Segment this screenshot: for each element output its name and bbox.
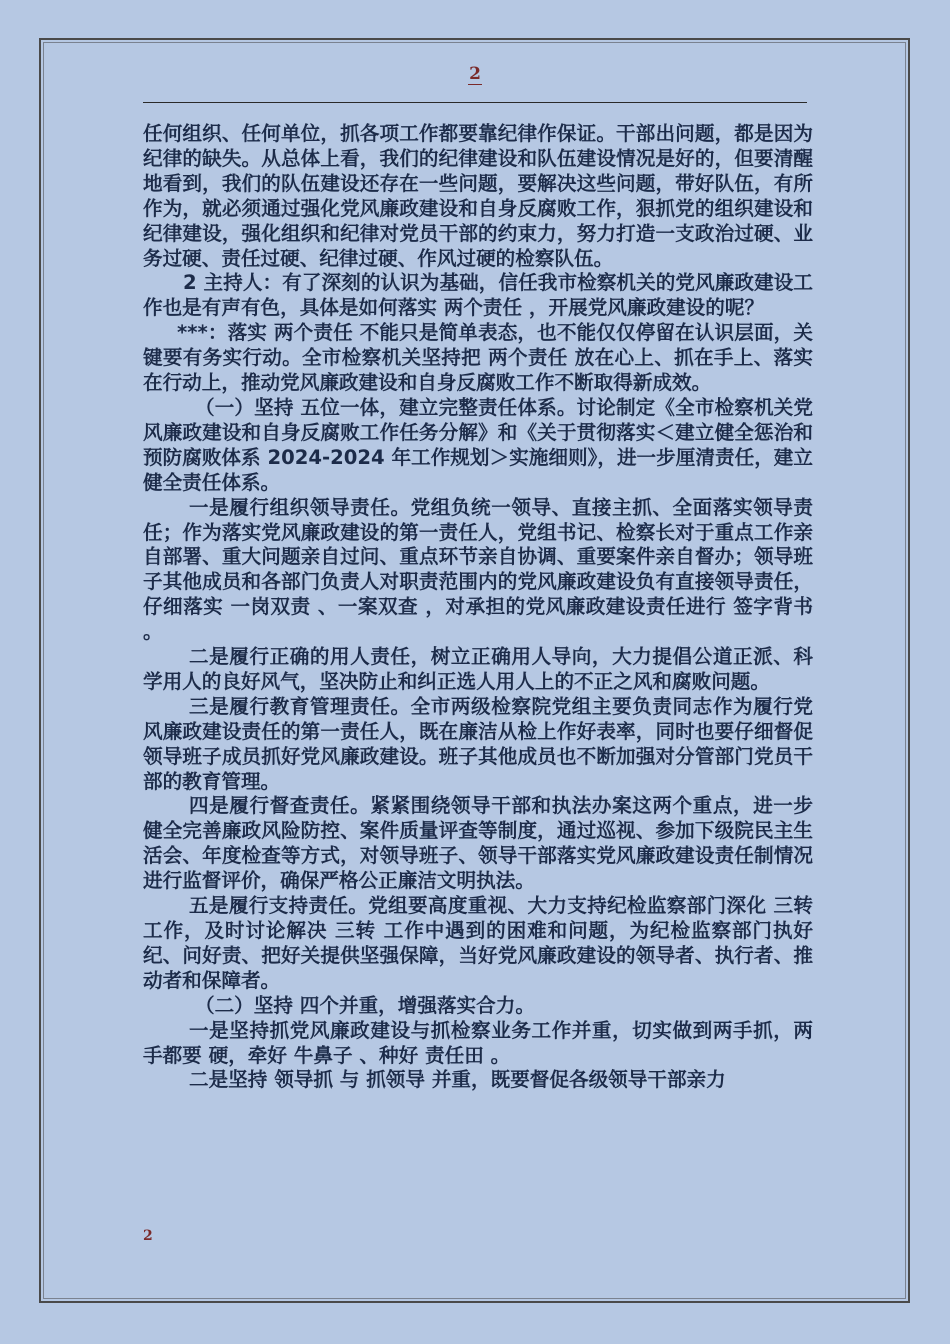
paragraph-2: 2 主持人：有了深刻的认识为基础，信任我市检察机关的党风廉政建设工作也是有声有色，具体是如何落实 两个责任 ，开展党风廉政建设的呢？ [143, 271, 813, 320]
paragraph-7: 三是履行教育管理责任。全市两级检察院党组主要负责同志作为履行党风廉政建设责任的第一责任人，既在廉洁从检上作好表率，同时也要仔细督促领导班子成员抓好党风廉政建设。班子其他成员也不断加强对分管部门党员干部的教育管理。 [143, 694, 813, 793]
header-divider [143, 102, 807, 103]
paragraph-3: ***：落实 两个责任 不能只是简单表态，也不能仅仅停留在认识层面，关键要有务实行动。全市检察机关坚持把 两个责任 放在心上、抓在手上、落实在行动上，推动党风廉政建设和自身反腐败工作不断取得新成效。 [143, 321, 813, 395]
paragraph-8: 四是履行督查责任。紧紧围绕领导干部和执法办案这两个重点，进一步健全完善廉政风险防控、案件质量评查等制度，通过巡视、参加下级院民主生活会、年度检查等方式，对领导班子、领导干部落实党风廉政建设责任制情况进行监督评价，确保严格公正廉洁文明执法。 [143, 794, 813, 893]
paragraph-9: 五是履行支持责任。党组要高度重视、大力支持纪检监察部门深化 三转 工作，及时讨论解决 三转 工作中遇到的困难和问题，为纪检监察部门执好纪、问好责、把好关提供坚强保障，当好党风廉政建设的领导者、执行者、推动者和保障者。 [143, 894, 813, 992]
page-number-header-text: 2 [469, 64, 481, 84]
page-number-header [0, 64, 950, 84]
document-body [143, 122, 813, 1093]
paragraph-4: （一）坚持 五位一体，建立完整责任体系。讨论制定《全市检察机关党风廉政建设和自身反腐败工作任务分解》和《关于贯彻落实＜建立健全惩治和预防腐败体系 2024-2024 年工作规划＞实施细则》，进一步厘清责任，建立健全责任体系。 [143, 395, 813, 494]
paragraph-10: （二）坚持 四个并重，增强落实合力。 [195, 993, 535, 1017]
paragraph-1: 任何组织、任何单位，抓各项工作都要靠纪律作保证。干部出问题，都是因为纪律的缺失。从总体上看，我们的纪律建设和队伍建设情况是好的，但要清醒地看到，我们的队伍建设还存在一些问题，要解决这些问题，带好队伍，有所作为，就必须通过强化党风廉政建设和自身反腐败工作，狠抓党的组织建设和纪律建设，强化组织和纪律对党员干部的约束力，努力打造一支政治过硬、业务过硬、责任过硬、纪律过硬、作风过硬的检察队伍。 [143, 122, 813, 270]
paragraph-12: 二是坚持 领导抓 与 抓领导 并重，既要督促各级领导干部亲力 [189, 1068, 726, 1092]
page-number-footer: 2 [143, 1228, 153, 1244]
paragraph-6: 二是履行正确的用人责任，树立正确用人导向，大力提倡公道正派、科学用人的良好风气，坚决防止和纠正选人用人上的不正之风和腐败问题。 [143, 645, 813, 693]
paragraph-11: 一是坚持抓党风廉政建设与抓检察业务工作并重，切实做到两手抓，两手都要 硬，牵好 牛鼻子 、种好 责任田 。 [143, 1018, 813, 1067]
paragraph-5: 一是履行组织领导责任。党组负统一领导、直接主抓、全面落实领导责任；作为落实党风廉政建设的第一责任人，党组书记、检察长对于重点工作亲自部署、重大问题亲自过问、重点环节亲自协调、重要案件亲自督办；领导班子其他成员和各部门负责人对职责范围内的党风廉政建设负有直接领导责任，仔细落实 一岗双责 、一案双查 ，对承担的党风廉政建设责任进行 签字背书 。 [143, 495, 813, 644]
